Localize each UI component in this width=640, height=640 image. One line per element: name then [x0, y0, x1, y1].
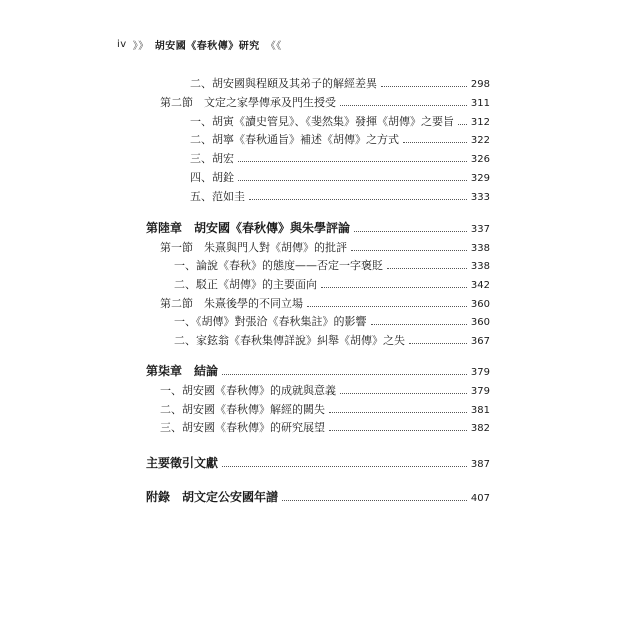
toc-entry[interactable] [174, 314, 490, 329]
page-number: iv [117, 39, 127, 50]
leader-dots [329, 430, 467, 431]
toc-entry-title: 附錄 胡文定公安國年譜 [146, 490, 279, 504]
toc-entry[interactable] [174, 277, 490, 292]
leader-dots [222, 466, 467, 467]
toc-entry-page: 407 [470, 493, 490, 504]
toc-entry-title: 第柒章 結論 [146, 364, 219, 378]
toc-entry-page: 326 [470, 154, 490, 165]
toc-entry-page: 322 [470, 135, 490, 146]
toc-entry-page: 379 [470, 386, 490, 397]
toc-entry-title: 二、胡安國《春秋傳》解經的闕失 [160, 403, 325, 416]
toc-entry-page: 360 [470, 299, 490, 310]
leader-dots [354, 231, 467, 232]
toc-entry-page: 367 [470, 336, 490, 347]
leader-dots [307, 306, 467, 307]
leader-dots [321, 287, 467, 288]
toc-entry-title: 二、駁正《胡傳》的主要面向 [174, 278, 317, 291]
toc-entry-title: 第陸章 胡安國《春秋傳》與朱學評論 [146, 221, 351, 235]
leader-dots [458, 124, 467, 125]
toc-chapter[interactable] [146, 490, 490, 505]
toc-entry-title: 一、論說《春秋》的態度——否定一字褒貶 [174, 259, 383, 272]
leader-dots [351, 250, 467, 251]
toc-entry[interactable] [190, 151, 490, 166]
toc-entry-title: 二、家鉉翁《春秋集傳詳說》糾舉《胡傳》之失 [174, 334, 405, 347]
leader-dots [249, 199, 467, 200]
toc-entry-title: 主要徵引文獻 [146, 456, 219, 470]
book-title: 胡安國《春秋傳》研究 [154, 41, 260, 52]
toc-entry-title: 二、胡安國與程頤及其弟子的解經差異 [190, 77, 377, 90]
leader-dots [387, 268, 467, 269]
leader-dots [409, 343, 467, 344]
toc-entry-page: 338 [470, 243, 490, 254]
toc-entry-title: 三、胡宏 [190, 152, 234, 165]
toc-entry-page: 379 [470, 367, 490, 378]
toc-entry[interactable] [174, 258, 490, 273]
toc-entry[interactable] [160, 95, 490, 110]
leader-dots [403, 142, 467, 143]
leader-dots [340, 393, 467, 394]
toc-entry[interactable] [190, 76, 490, 91]
leader-dots [282, 500, 467, 501]
toc-entry-page: 329 [470, 173, 490, 184]
leader-dots [340, 105, 467, 106]
toc-entry-page: 337 [470, 224, 490, 235]
toc-chapter[interactable] [146, 221, 490, 236]
toc-chapter[interactable] [146, 364, 490, 379]
toc-entry-title: 一、胡安國《春秋傳》的成就與意義 [160, 384, 336, 397]
toc-entry-title: 五、范如圭 [190, 190, 245, 203]
toc-entry-title: 第二節 文定之家學傳承及門生授受 [160, 96, 336, 109]
leader-dots [238, 180, 467, 181]
toc-entry-title: 四、胡銓 [190, 171, 234, 184]
leader-dots [238, 161, 467, 162]
toc-entry-page: 382 [470, 423, 490, 434]
toc-entry-page: 311 [470, 98, 490, 109]
leader-dots [381, 86, 467, 87]
toc-entry-title: 第二節 朱熹後學的不同立場 [160, 297, 303, 310]
toc-entry[interactable] [190, 170, 490, 185]
toc-entry[interactable] [190, 114, 490, 129]
toc-entry[interactable] [160, 296, 490, 311]
toc-entry-page: 298 [470, 79, 490, 90]
toc-entry-page: 338 [470, 261, 490, 272]
header-ornament-right: 《《 [265, 41, 282, 52]
toc-entry-title: 二、胡寧《春秋通旨》補述《胡傳》之方式 [190, 133, 399, 146]
toc-entry-page: 342 [470, 280, 490, 291]
toc-entry-page: 333 [470, 192, 490, 203]
toc-entry[interactable] [160, 240, 490, 255]
toc-entry-page: 360 [470, 317, 490, 328]
leader-dots [222, 374, 467, 375]
toc-entry-page: 312 [470, 117, 490, 128]
toc-entry-title: 一、《胡傳》對張洽《春秋集註》的影響 [174, 315, 367, 328]
toc-entry[interactable] [190, 132, 490, 147]
toc-entry-title: 第一節 朱熹與門人對《胡傳》的批評 [160, 241, 347, 254]
toc-entry[interactable] [190, 189, 490, 204]
header-ornament-left: 》》 [132, 41, 149, 52]
toc-entry[interactable] [160, 420, 490, 435]
leader-dots [371, 324, 467, 325]
toc-entry-title: 三、胡安國《春秋傳》的研究展望 [160, 421, 325, 434]
toc-entry-title: 一、胡寅《讀史管見》、《斐然集》發揮《胡傳》之要旨 [190, 115, 454, 128]
toc-chapter[interactable] [146, 456, 490, 471]
toc-entry-page: 387 [470, 459, 490, 470]
toc-entry-page: 381 [470, 405, 490, 416]
toc-entry[interactable] [160, 402, 490, 417]
leader-dots [329, 412, 467, 413]
toc-entry[interactable] [160, 383, 490, 398]
toc-entry[interactable] [174, 333, 490, 348]
